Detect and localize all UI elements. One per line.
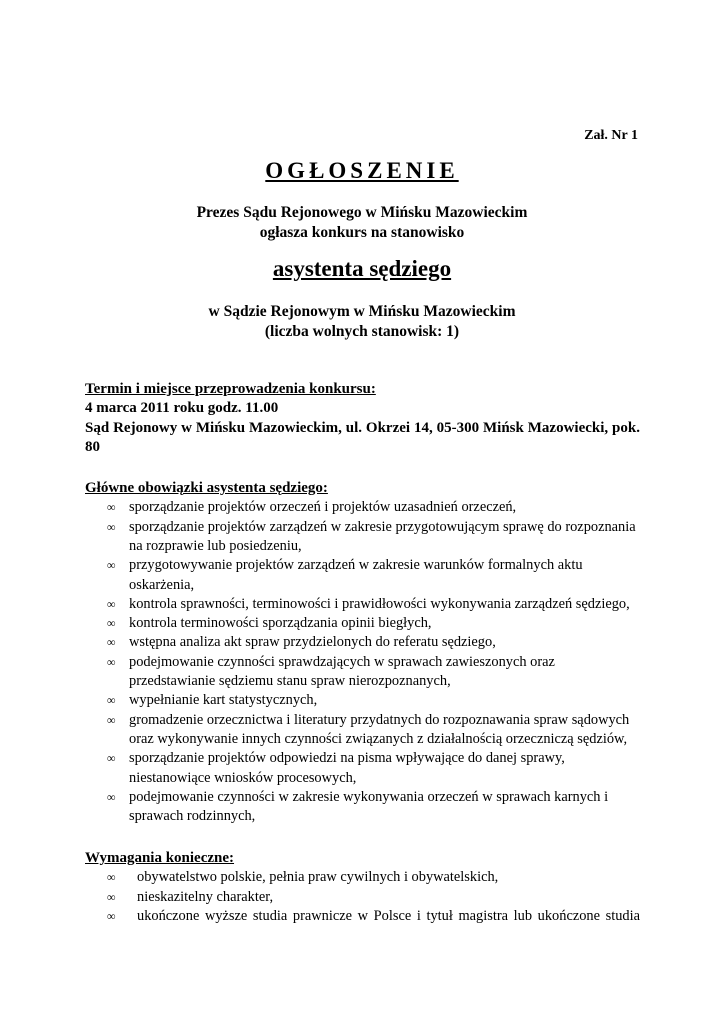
- list-item: [85, 556, 640, 595]
- venue-date: 4 marca 2011 roku godz. 11.00: [85, 400, 279, 417]
- infinity-bullet-icon: ∞: [107, 693, 116, 708]
- list-item-text: przygotowywanie projektów zarządzeń w zakresie warunków formalnych aktu oskarżenia,: [129, 557, 583, 593]
- infinity-bullet-icon: ∞: [107, 519, 116, 534]
- issuer-line: Prezes Sądu Rejonowego w Mińsku Mazowieckim: [196, 204, 528, 221]
- infinity-bullet-icon: ∞: [107, 500, 116, 515]
- position-title: asystenta sędziego: [272, 256, 452, 281]
- infinity-bullet-icon: ∞: [107, 889, 116, 904]
- infinity-bullet-icon: ∞: [107, 789, 116, 804]
- duties-heading: Główne obowiązki asystenta sędziego:: [85, 480, 328, 496]
- issuer-line-2: ogłasza konkurs na stanowisko: [259, 224, 465, 241]
- list-item: [85, 868, 640, 887]
- court-info: [84, 302, 640, 342]
- list-item: [85, 595, 640, 614]
- list-item: [85, 691, 640, 710]
- list-item: [85, 749, 640, 788]
- announcement-issuer: [84, 203, 640, 243]
- duties-list: [85, 498, 640, 826]
- list-item: [85, 498, 640, 517]
- list-item: [85, 907, 640, 926]
- infinity-bullet-icon: ∞: [107, 558, 116, 573]
- infinity-bullet-icon: ∞: [107, 635, 116, 650]
- list-item-text: kontrola terminowości sporządzania opinii biegłych,: [129, 615, 432, 632]
- list-item: [85, 788, 640, 827]
- infinity-bullet-icon: ∞: [107, 596, 116, 611]
- list-item: [85, 711, 640, 750]
- list-item: [85, 653, 640, 692]
- list-item-text: gromadzenie orzecznictwa i literatury przydatnych do rozpoznawania spraw sądowych oraz wykonywanie innych czynności związanych z działalnością orzeczniczą sędziów,: [129, 711, 630, 747]
- list-item-text: ukończone wyższe studia prawnicze w Polsce i tytuł magistra lub ukończone studia: [137, 908, 640, 924]
- infinity-bullet-icon: ∞: [107, 616, 116, 631]
- list-item: [85, 888, 640, 907]
- page-title: OGŁOSZENIE: [265, 158, 459, 183]
- infinity-bullet-icon: ∞: [107, 870, 116, 885]
- requirements-section: [85, 849, 640, 926]
- attachment-number: Zał. Nr 1: [584, 128, 638, 143]
- list-item-text: sporządzanie projektów orzeczeń i projektów uzasadnień orzeczeń,: [129, 499, 517, 516]
- requirements-heading: Wymagania konieczne:: [85, 850, 235, 866]
- infinity-bullet-icon: ∞: [107, 909, 116, 923]
- infinity-bullet-icon: ∞: [107, 654, 116, 669]
- list-item-text: obywatelstwo polskie, pełnia praw cywilnych i obywatelskich,: [137, 869, 499, 886]
- list-item-text: podejmowanie czynności w zakresie wykonywania orzeczeń w sprawach karnych i sprawach rodzinnych,: [129, 788, 609, 825]
- list-item-text: nieskazitelny charakter,: [137, 888, 274, 905]
- vacancy-count: (liczba wolnych stanowisk: 1): [264, 323, 460, 340]
- court-name: w Sądzie Rejonowym w Mińsku Mazowieckim: [208, 303, 516, 320]
- list-item-text: sporządzanie projektów zarządzeń w zakresie przygotowującym sprawę do rozpoznania na rozprawie lub posiedzeniu,: [129, 518, 636, 554]
- venue-heading: Termin i miejsce przeprowadzenia konkursu:: [85, 381, 376, 397]
- requirements-list: [85, 868, 640, 926]
- list-item-text: wstępna analiza akt spraw przydzielonych do referatu sędziego,: [129, 634, 496, 651]
- venue-section: [85, 380, 640, 458]
- list-item-text: kontrola sprawności, terminowości i prawidłowości wykonywania zarządzeń sędziego,: [129, 595, 630, 612]
- list-item-text: wypełnianie kart statystycznych,: [129, 692, 318, 709]
- infinity-bullet-icon: ∞: [107, 751, 116, 766]
- venue-address: Sąd Rejonowy w Mińsku Mazowieckim, ul. Okrzei 14, 05-300 Mińsk Mazowiecki, pok. 80: [85, 419, 640, 456]
- list-item: [85, 614, 640, 633]
- list-item: [85, 518, 640, 557]
- infinity-bullet-icon: ∞: [107, 712, 116, 727]
- duties-section: [85, 479, 640, 826]
- list-item: [85, 633, 640, 652]
- list-item-text: podejmowanie czynności sprawdzających w sprawach zawieszonych oraz przedstawianie sędziemu stanu spraw nierozpoznanych,: [129, 653, 555, 690]
- list-item-text: sporządzanie projektów odpowiedzi na pisma wpływające do danej sprawy, niestanowiące wniosków procesowych,: [129, 750, 565, 786]
